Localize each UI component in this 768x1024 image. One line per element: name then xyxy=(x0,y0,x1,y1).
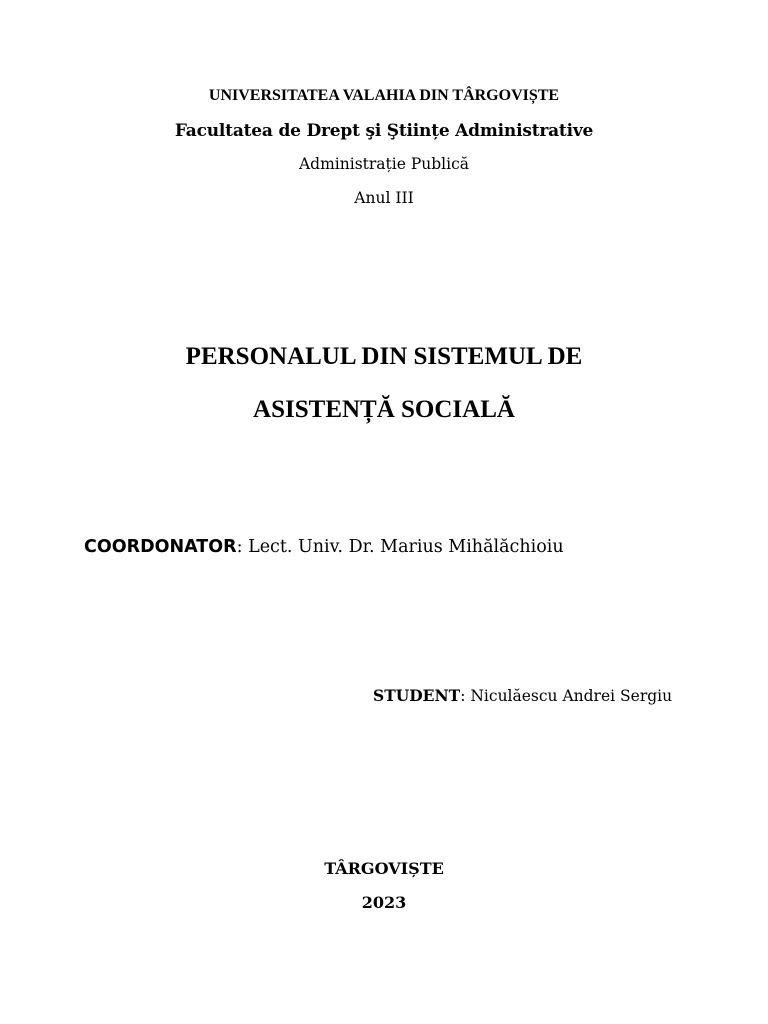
document-title-line-2: ASISTENȚĂ SOCIALĂ xyxy=(253,396,515,423)
year-of-study: Anul III xyxy=(354,189,414,207)
coordinator-separator: : xyxy=(236,537,243,557)
year: 2023 xyxy=(361,893,407,912)
student-name: Niculăescu Andrei Sergiu xyxy=(465,687,673,705)
specialization: Administrație Publică xyxy=(298,155,469,173)
student-line xyxy=(373,686,672,705)
document-title-line-1: PERSONALUL DIN SISTEMUL DE xyxy=(185,343,583,370)
student-label: STUDENT xyxy=(373,686,461,705)
coordinator-line xyxy=(84,537,564,557)
university-name: UNIVERSITATEA VALAHIA DIN TÂRGOVIȘTE xyxy=(208,87,560,104)
coordinator-name: Lect. Univ. Dr. Marius Mihălăchioiu xyxy=(242,537,564,557)
faculty-name: Facultatea de Drept şi Ştiințe Administrative xyxy=(174,121,594,141)
coordinator-label: COORDONATOR xyxy=(84,537,237,557)
student-separator: : xyxy=(460,687,466,705)
city: TÂRGOVIȘTE xyxy=(324,859,444,878)
